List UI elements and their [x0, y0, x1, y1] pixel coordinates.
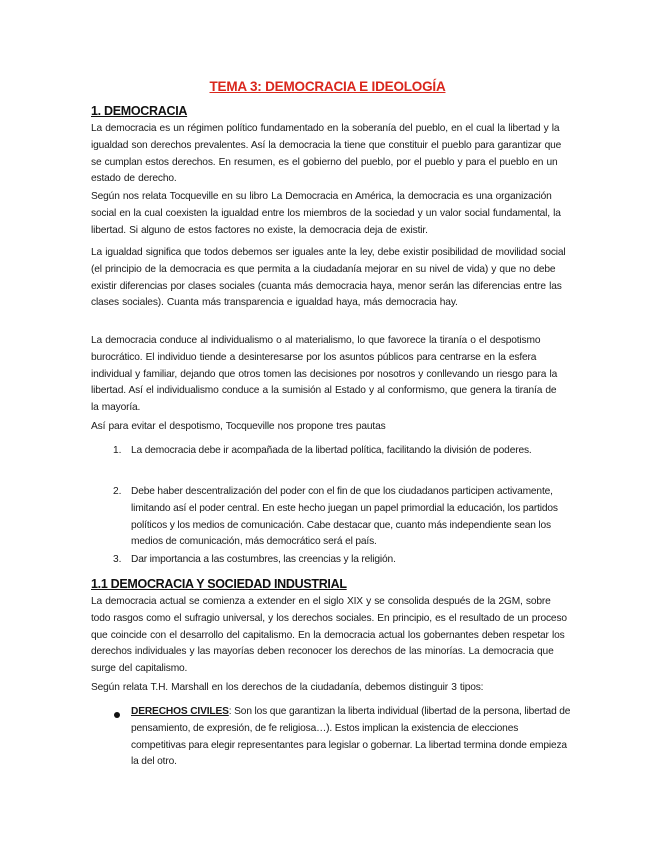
- list-marker-1: 1.: [113, 445, 122, 456]
- bullet-term: DERECHOS CIVILES: [131, 706, 229, 717]
- bullet-icon: [114, 712, 120, 718]
- list-item-2: Debe haber descentralización del poder con el fin de que los ciudadanos participen activamente, limitando así el poder central. En este hecho juegan un papel primordial la educación, los partidos políticos y los medios de comunicación. Cabe destacar que, cuanto más independiente sean los medios de comunicación, más democrático será el país.: [131, 486, 558, 548]
- paragraph-pautas-intro: Así para evitar el despotismo, Tocqueville nos propone tres pautas: [91, 421, 386, 432]
- list-marker-2: 2.: [113, 486, 122, 497]
- paragraph-individualismo: La democracia conduce al individualismo o al materialismo, lo que favorece la tiranía o el despotismo burocrático. El individuo tiende a desinteresarse por los asuntos públicos para centrarse en la esfera individual y familiar, dejando que otros tomen las decisiones por nosotros y conllevando un riesgo para la libertad. Así el individualismo conduce a la sumisión al Estado y al conformismo, que genera la tiranía de la mayoría.: [91, 335, 558, 414]
- section-heading-sociedad-industrial: 1.1 DEMOCRACIA Y SOCIEDAD INDUSTRIAL: [91, 577, 347, 591]
- paragraph-tocqueville: Según nos relata Tocqueville en su libro La Democracia en América, la democracia es una organización social en la cual coexisten la igualdad entre los miembros de la sociedad y un valor social fundamental, la libertad. Si alguno de estos factores no existe, la democracia deja de existir.: [91, 191, 561, 236]
- section-heading-democracia: 1. DEMOCRACIA: [91, 104, 188, 118]
- list-marker-3: 3.: [113, 554, 122, 565]
- bullet-text: : Son los que garantizan la liberta individual (libertad de la persona, libertad de pensamiento, de expresión, de fe religiosa…). Estos implican la existencia de elecciones competitivas para elegir representantes para legislar o gobernar. La libertad termina donde empieza la del otro.: [131, 706, 571, 768]
- paragraph-igualdad: La igualdad significa que todos debemos ser iguales ante la ley, debe existir posibilidad de movilidad social (el principio de la democracia es que permita a la ciudadanía mejorar en su nivel de vida) y que no debe existir diferencias por clases sociales (cuanta más democracia haya, menor serán las diferencias entre las clases sociales). Cuanta más transparencia e igualdad haya, más democracia hay.: [91, 247, 566, 309]
- paragraph-definition: La democracia es un régimen político fundamentado en la soberanía del pueblo, en el cual la libertad y la igualdad son derechos prevalentes. Así la democracia la tiene que constituir el pueblo para garantizar que se cumplan estos derechos. En resumen, es el gobierno del pueblo, por el pueblo y para el pueblo en un estado de derecho.: [91, 123, 562, 185]
- list-item-1: La democracia debe ir acompañada de la libertad política, facilitando la división de poderes.: [131, 445, 532, 456]
- bullet-item-derechos-civiles: [131, 704, 571, 771]
- paragraph-democracia-actual: La democracia actual se comienza a extender en el siglo XIX y se consolida después de la 2GM, sobre todo rasgos como el sufragio universal, y los derechos sociales. En principio, es el resultado de un proceso que coincide con el desarrollo del capitalismo. En la democracia actual los gobernantes deben respetar los derechos individuales y las mayorías deben reconocer los derechos de las minorías. La democracia que surge del capitalismo.: [91, 596, 567, 675]
- list-item-3: Dar importancia a las costumbres, las creencias y la religión.: [131, 554, 396, 565]
- paragraph-marshall: Según relata T.H. Marshall en los derechos de la ciudadanía, debemos distinguir 3 tipos:: [91, 682, 484, 693]
- document-title: TEMA 3: DEMOCRACIA E IDEOLOGÍA: [209, 79, 446, 94]
